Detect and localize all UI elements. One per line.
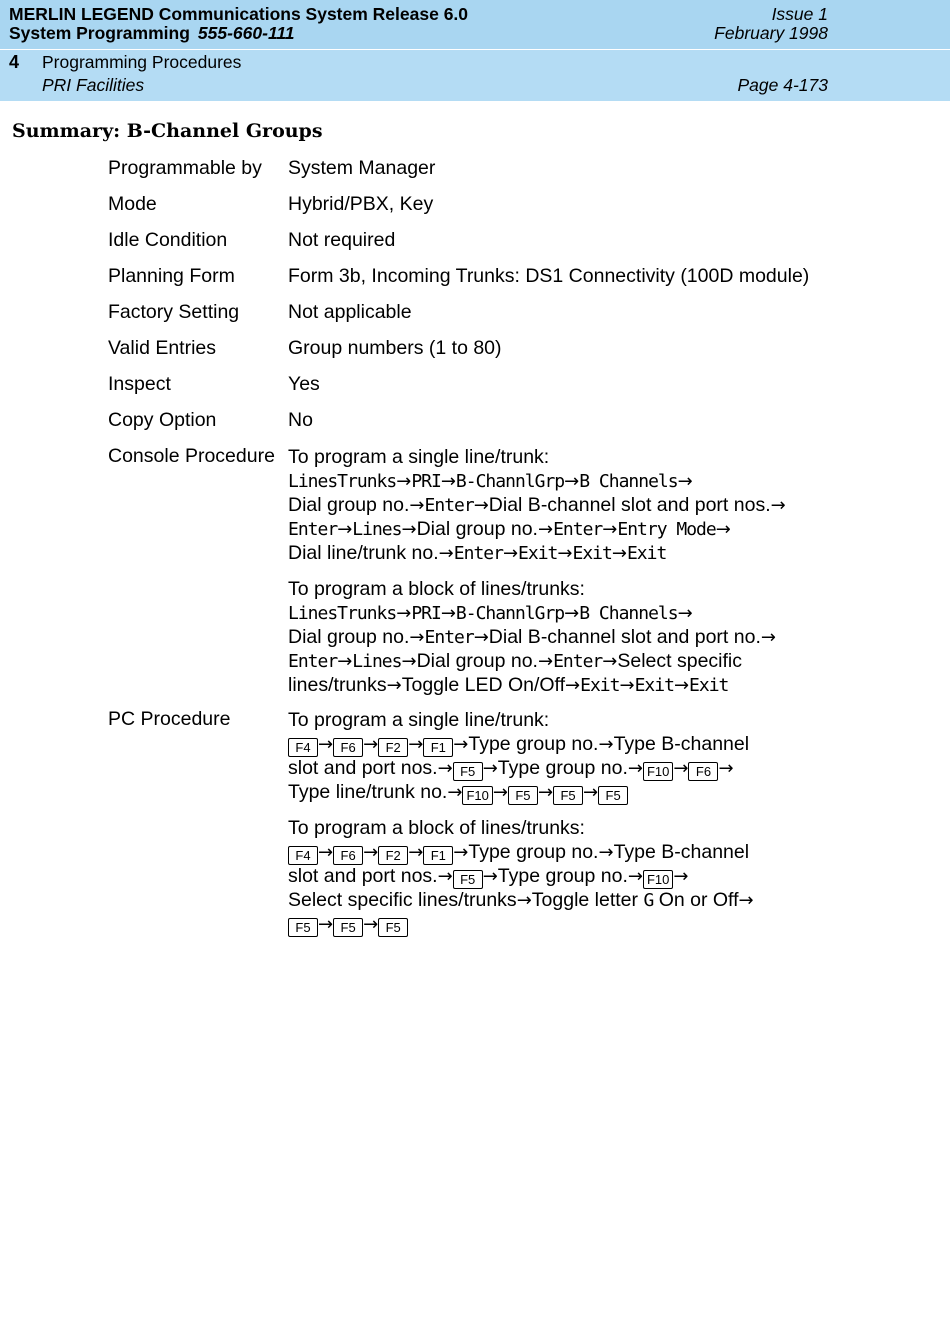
arrow: → (673, 866, 689, 887)
console-key: Enter (424, 495, 474, 516)
step-text: Dial group no. (288, 626, 410, 648)
step-text: On or Off (658, 889, 739, 911)
console-key: Enter (453, 543, 503, 564)
step-text: Type group no. (468, 733, 599, 755)
arrow: → (482, 866, 498, 887)
f4-key-icon: F4 (288, 846, 318, 865)
doc-subtitle (9, 23, 295, 44)
row-value: Not applicable (288, 301, 412, 323)
console-key: Lines (352, 651, 402, 672)
arrow: → (537, 651, 554, 672)
console-key: Enter (288, 651, 338, 672)
arrow: → (627, 866, 643, 887)
f6-key-icon: F6 (333, 738, 363, 757)
step-text: Dial B-channel slot and port nos. (488, 494, 771, 516)
step-text: Type B-channel (613, 841, 750, 863)
arrow: → (337, 519, 353, 540)
arrow: → (396, 471, 412, 492)
chapter-title: Programming Procedures (42, 52, 242, 72)
table-row (108, 301, 908, 337)
arrow: → (318, 914, 334, 935)
doc-title: MERLIN LEGEND Communications System Release 6.0 (9, 4, 469, 24)
pc-step-line (288, 840, 754, 864)
row-label: Inspect (108, 373, 171, 395)
arrow: → (408, 734, 424, 755)
pc-procedure-steps (288, 708, 754, 936)
arrow: → (502, 543, 519, 564)
console-key: B-ChannlGrp (455, 603, 565, 624)
letter-g: G (643, 890, 654, 911)
step-text: slot and port nos. (288, 865, 438, 887)
step-text: Dial line/trunk no. (288, 542, 439, 564)
row-value: No (288, 409, 313, 431)
row-label: Planning Form (108, 265, 235, 287)
arrow: → (363, 914, 379, 935)
arrow: → (557, 543, 573, 564)
f1-key-icon: F1 (423, 738, 453, 757)
console-step-line (288, 541, 786, 565)
arrow: → (677, 471, 693, 492)
step-text: Type group no. (497, 865, 628, 887)
console-key: B-ChannlGrp (455, 471, 565, 492)
issue-label: Issue 1 (771, 4, 828, 24)
console-step-line (288, 601, 786, 625)
console-key: Lines (352, 519, 402, 540)
page-header (0, 0, 950, 101)
f10-key-icon: F10 (643, 762, 673, 781)
arrow: → (677, 603, 693, 624)
chapter-number: 4 (9, 52, 20, 72)
console-key: PRI (411, 471, 441, 492)
arrow: → (583, 782, 599, 803)
f5-key-icon: F5 (288, 918, 318, 937)
arrow: → (537, 782, 554, 803)
step-text: Toggle LED On/Off (401, 674, 566, 696)
summary-table (108, 157, 908, 445)
row-value: Form 3b, Incoming Trunks: DS1 Connectivity (100D module) (288, 265, 810, 287)
console-step-line (288, 517, 786, 541)
console-key: B Channels (579, 471, 678, 492)
arrow: → (564, 603, 580, 624)
console-key: Exit (518, 543, 558, 564)
arrow: → (318, 734, 334, 755)
console-procedure-label: Console Procedure (108, 445, 275, 467)
arrow: → (453, 734, 469, 755)
arrow: → (598, 842, 614, 863)
doc-number: 555-660-111 (197, 23, 295, 43)
arrow: → (401, 519, 417, 540)
f10-key-icon: F10 (643, 870, 673, 889)
arrow: → (760, 627, 776, 648)
console-key: LinesTrunks (288, 603, 397, 624)
console-key: Enter (288, 519, 338, 540)
step-text: Type line/trunk no. (288, 781, 448, 803)
f2-key-icon: F2 (378, 846, 408, 865)
row-label: Valid Entries (108, 337, 217, 359)
arrow: → (602, 651, 618, 672)
console-step-line (288, 649, 786, 673)
arrow: → (363, 842, 379, 863)
arrow: → (337, 651, 353, 672)
arrow: → (437, 758, 453, 779)
pc-single-intro: To program a single line/trunk: (288, 709, 550, 731)
arrow: → (537, 519, 554, 540)
arrow: → (564, 471, 580, 492)
row-value: Hybrid/PBX, Key (288, 193, 434, 215)
step-text: Dial B-channel slot and port no. (488, 626, 761, 648)
arrow: → (718, 758, 734, 779)
arrow: → (408, 842, 424, 863)
console-key: Exit (572, 543, 612, 564)
f10-key-icon: F10 (462, 786, 492, 805)
arrow: → (438, 543, 454, 564)
arrow: → (447, 782, 463, 803)
arrow: → (770, 495, 786, 516)
console-key: Exit (580, 675, 620, 696)
pc-block-intro: To program a block of lines/trunks: (288, 817, 585, 839)
f2-key-icon: F2 (378, 738, 408, 757)
step-text: Select specific lines/trunks (288, 889, 517, 911)
arrow: → (627, 758, 643, 779)
table-row (108, 409, 908, 445)
table-row (108, 229, 908, 265)
step-text: Dial group no. (416, 650, 538, 672)
f5-key-icon: F5 (598, 786, 628, 805)
row-value: Yes (288, 373, 320, 395)
console-single-intro: To program a single line/trunk: (288, 446, 550, 468)
console-key: Enter (553, 651, 603, 672)
f6-key-icon: F6 (688, 762, 718, 781)
arrow: → (673, 758, 689, 779)
console-key: Enter (553, 519, 603, 540)
step-text: Dial group no. (288, 494, 410, 516)
section-title: PRI Facilities (42, 75, 145, 95)
table-row (108, 337, 908, 373)
arrow: → (598, 734, 614, 755)
f5-key-icon: F5 (378, 918, 408, 937)
row-label: Idle Condition (108, 229, 228, 251)
step-text: Type B-channel (613, 733, 750, 755)
header-divider (0, 49, 950, 50)
table-row (108, 373, 908, 409)
arrow: → (363, 734, 379, 755)
step-text: lines/trunks (288, 674, 387, 696)
pc-step-line (288, 780, 754, 804)
table-row (108, 193, 908, 229)
console-step-line (288, 625, 786, 649)
pc-step-line (288, 732, 754, 756)
arrow: → (611, 543, 627, 564)
table-row (108, 157, 908, 193)
step-text: Dial group no. (416, 518, 538, 540)
console-key: Enter (424, 627, 474, 648)
arrow: → (440, 603, 456, 624)
f4-key-icon: F4 (288, 738, 318, 757)
row-label: Factory Setting (108, 301, 240, 323)
console-step-line (288, 493, 786, 517)
f5-key-icon: F5 (508, 786, 538, 805)
console-step-line (288, 469, 786, 493)
row-value: Group numbers (1 to 80) (288, 337, 502, 359)
doc-subtitle-text: System Programming (9, 23, 190, 43)
arrow: → (492, 782, 508, 803)
arrow: → (453, 842, 469, 863)
arrow: → (673, 675, 690, 696)
console-key: Exit (626, 543, 667, 564)
step-text: Select specific (617, 650, 742, 672)
row-label: Copy Option (108, 409, 217, 431)
pc-step-line (288, 756, 754, 780)
arrow: → (565, 675, 581, 696)
arrow: → (482, 758, 498, 779)
f5-key-icon: F5 (553, 786, 583, 805)
row-value: System Manager (288, 157, 436, 179)
f5-key-icon: F5 (453, 870, 483, 889)
console-block-intro: To program a block of lines/trunks: (288, 578, 585, 600)
console-step-line (288, 673, 786, 697)
arrow: → (619, 675, 635, 696)
table-row (108, 265, 908, 301)
console-key: Entry Mode (617, 519, 716, 540)
console-key: Exit (689, 675, 729, 696)
arrow: → (437, 866, 453, 887)
row-label: Programmable by (108, 157, 262, 179)
arrow: → (473, 627, 489, 648)
page-number: Page 4-173 (737, 75, 828, 95)
f5-key-icon: F5 (333, 918, 363, 937)
console-key: PRI (411, 603, 441, 624)
step-text: Toggle letter (531, 889, 639, 911)
row-value: Not required (288, 229, 396, 251)
step-text: slot and port nos. (288, 757, 438, 779)
console-procedure-steps (288, 445, 786, 697)
f6-key-icon: F6 (333, 846, 363, 865)
pc-step-line (288, 912, 754, 936)
step-text: Type group no. (468, 841, 599, 863)
issue-date: February 1998 (714, 23, 828, 43)
step-text: Type group no. (497, 757, 628, 779)
arrow: → (409, 627, 425, 648)
f5-key-icon: F5 (453, 762, 483, 781)
pc-step-line (288, 888, 754, 912)
arrow: → (602, 519, 618, 540)
arrow: → (473, 495, 489, 516)
row-label: Mode (108, 193, 157, 215)
console-key: LinesTrunks (288, 471, 397, 492)
arrow: → (401, 651, 417, 672)
arrow: → (396, 603, 412, 624)
arrow: → (409, 495, 425, 516)
summary-heading: Summary: B-Channel Groups (12, 120, 323, 142)
arrow: → (715, 519, 731, 540)
arrow: → (440, 471, 456, 492)
arrow: → (386, 675, 402, 696)
pc-step-line (288, 864, 754, 888)
console-key: B Channels (579, 603, 678, 624)
pc-procedure-label: PC Procedure (108, 708, 231, 730)
arrow: → (318, 842, 334, 863)
arrow: → (516, 890, 532, 911)
f1-key-icon: F1 (423, 846, 453, 865)
console-key: Exit (634, 675, 674, 696)
arrow: → (738, 890, 754, 911)
